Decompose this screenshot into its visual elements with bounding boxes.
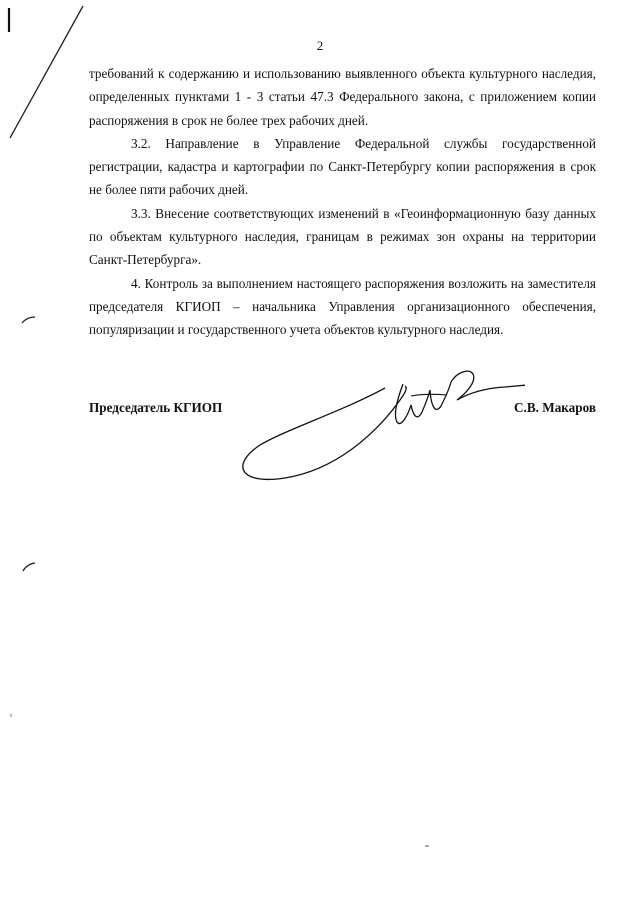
handwritten-signature — [225, 360, 525, 490]
paragraph-4: 4. Контроль за выполнением настоящего распоряжения возложить на заместителя председателя КГИОП – начальника Управления организационного обеспечения, популяризации и государственного учета объектов культурного наследия. — [89, 275, 596, 338]
signatory-position: Председатель КГИОП — [89, 400, 223, 415]
paragraph-3-3: 3.3. Внесение соответствующих изменений в «Геоинформационную базу данных по объектам культурного наследия, границам в режимах зон охраны на территории Санкт-Петербурга». — [89, 205, 596, 268]
signature-block — [89, 400, 596, 424]
paragraph-continuation: требований к содержанию и использованию выявленного объекта культурного наследия, определенных пунктами 1 - 3 статьи 47.3 Федерального закона, с приложением копии распоряжения в срок не более трех рабочих дней. — [89, 66, 596, 128]
document-body — [89, 62, 596, 342]
paragraph-3-2: 3.2. Направление в Управление Федеральной службы государственной регистрации, кадастра и картографии по Санкт-Петербургу копии распоряжения в срок не более пяти рабочих дней. — [89, 135, 596, 198]
signatory-name: С.В. Макаров — [514, 400, 596, 415]
page-number: 2 — [316, 38, 324, 53]
